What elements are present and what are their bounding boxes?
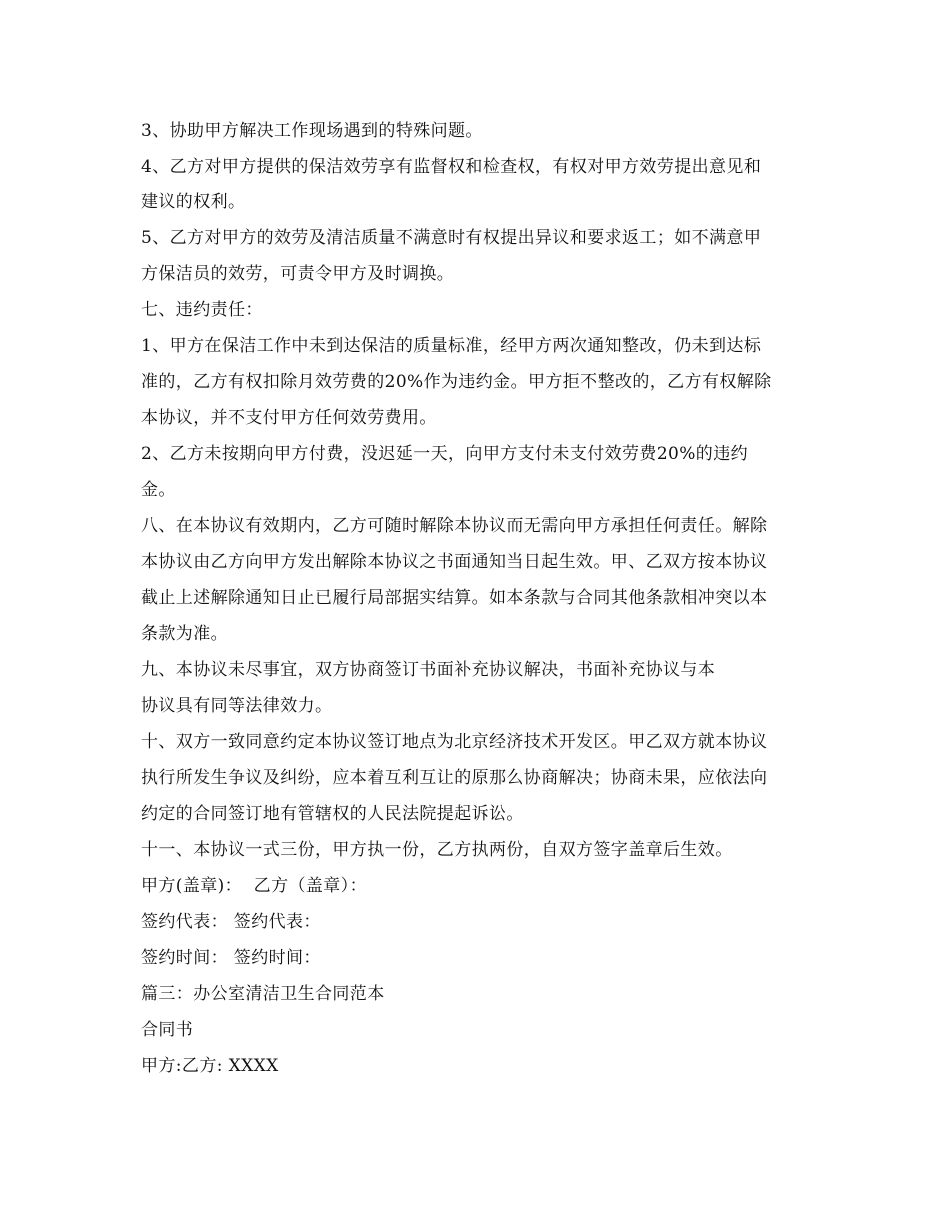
paragraph-line: 1、甲方在保洁工作中未到达保洁的质量标准，经甲方两次通知整改，仍未到达标 [141, 336, 762, 356]
paragraph-line: 约定的合同签订地有管辖权的人民法院提起诉讼。 [141, 804, 524, 824]
paragraph-line: 建议的权利。 [141, 192, 246, 212]
paragraph-line: 十、双方一致同意约定本协议签订地点为北京经济技术开发区。甲乙双方就本协议 [141, 732, 768, 752]
chapter-title: 篇三：办公室清洁卫生合同范本 [141, 984, 385, 1004]
paragraph-line: 方保洁员的效劳，可责令甲方及时调换。 [141, 264, 455, 284]
parties-line: 甲方:乙方: XXXX [141, 1056, 279, 1076]
paragraph-line: 截止上述解除通知日止已履行局部据实结算。如本条款与合同其他条款相冲突以本 [141, 588, 768, 608]
paragraph-line: 5、乙方对甲方的效劳及清洁质量不满意时有权提出异议和要求返工；如不满意甲 [141, 228, 762, 248]
paragraph-line: 十一、本协议一式三份，甲方执一份，乙方执两份，自双方签字盖章后生效。 [141, 840, 733, 860]
contract-title: 合同书 [141, 1020, 194, 1040]
paragraph-line: 金。 [141, 480, 176, 500]
signature-representative-line: 签约代表： 签约代表： [141, 912, 321, 932]
paragraph-line: 准的，乙方有权扣除月效劳费的20%作为违约金。甲方拒不整改的，乙方有权解除 [141, 372, 772, 392]
signature-date-line: 签约时间： 签约时间： [141, 948, 321, 968]
paragraph-line: 3、协助甲方解决工作现场遇到的特殊问题。 [141, 121, 483, 141]
paragraph-line: 条款为准。 [141, 624, 228, 644]
section-heading: 七、违约责任： [141, 300, 263, 320]
paragraph-line: 八、在本协议有效期内，乙方可随时解除本协议而无需向甲方承担任何责任。解除 [141, 516, 768, 536]
paragraph-line: 协议具有同等法律效力。 [141, 696, 333, 716]
paragraph-line: 九、本协议未尽事宜，双方协商签订书面补充协议解决，书面补充协议与本 [141, 660, 716, 680]
paragraph-line: 本协议由乙方向甲方发出解除本协议之书面通知当日起生效。甲、乙双方按本协议 [141, 552, 768, 572]
paragraph-line: 执行所发生争议及纠纷，应本着互利互让的原那么协商解决；协商未果，应依法向 [141, 768, 768, 788]
paragraph-line: 4、乙方对甲方提供的保洁效劳享有监督权和检查权，有权对甲方效劳提出意见和 [141, 157, 762, 177]
paragraph-line: 2、乙方未按期向甲方付费，没迟延一天，向甲方支付未支付效劳费20%的违约 [141, 444, 748, 464]
signature-party-line: 甲方(盖章)： 乙方（盖章）： [141, 876, 367, 896]
paragraph-line: 本协议，并不支付甲方任何效劳费用。 [141, 408, 437, 428]
